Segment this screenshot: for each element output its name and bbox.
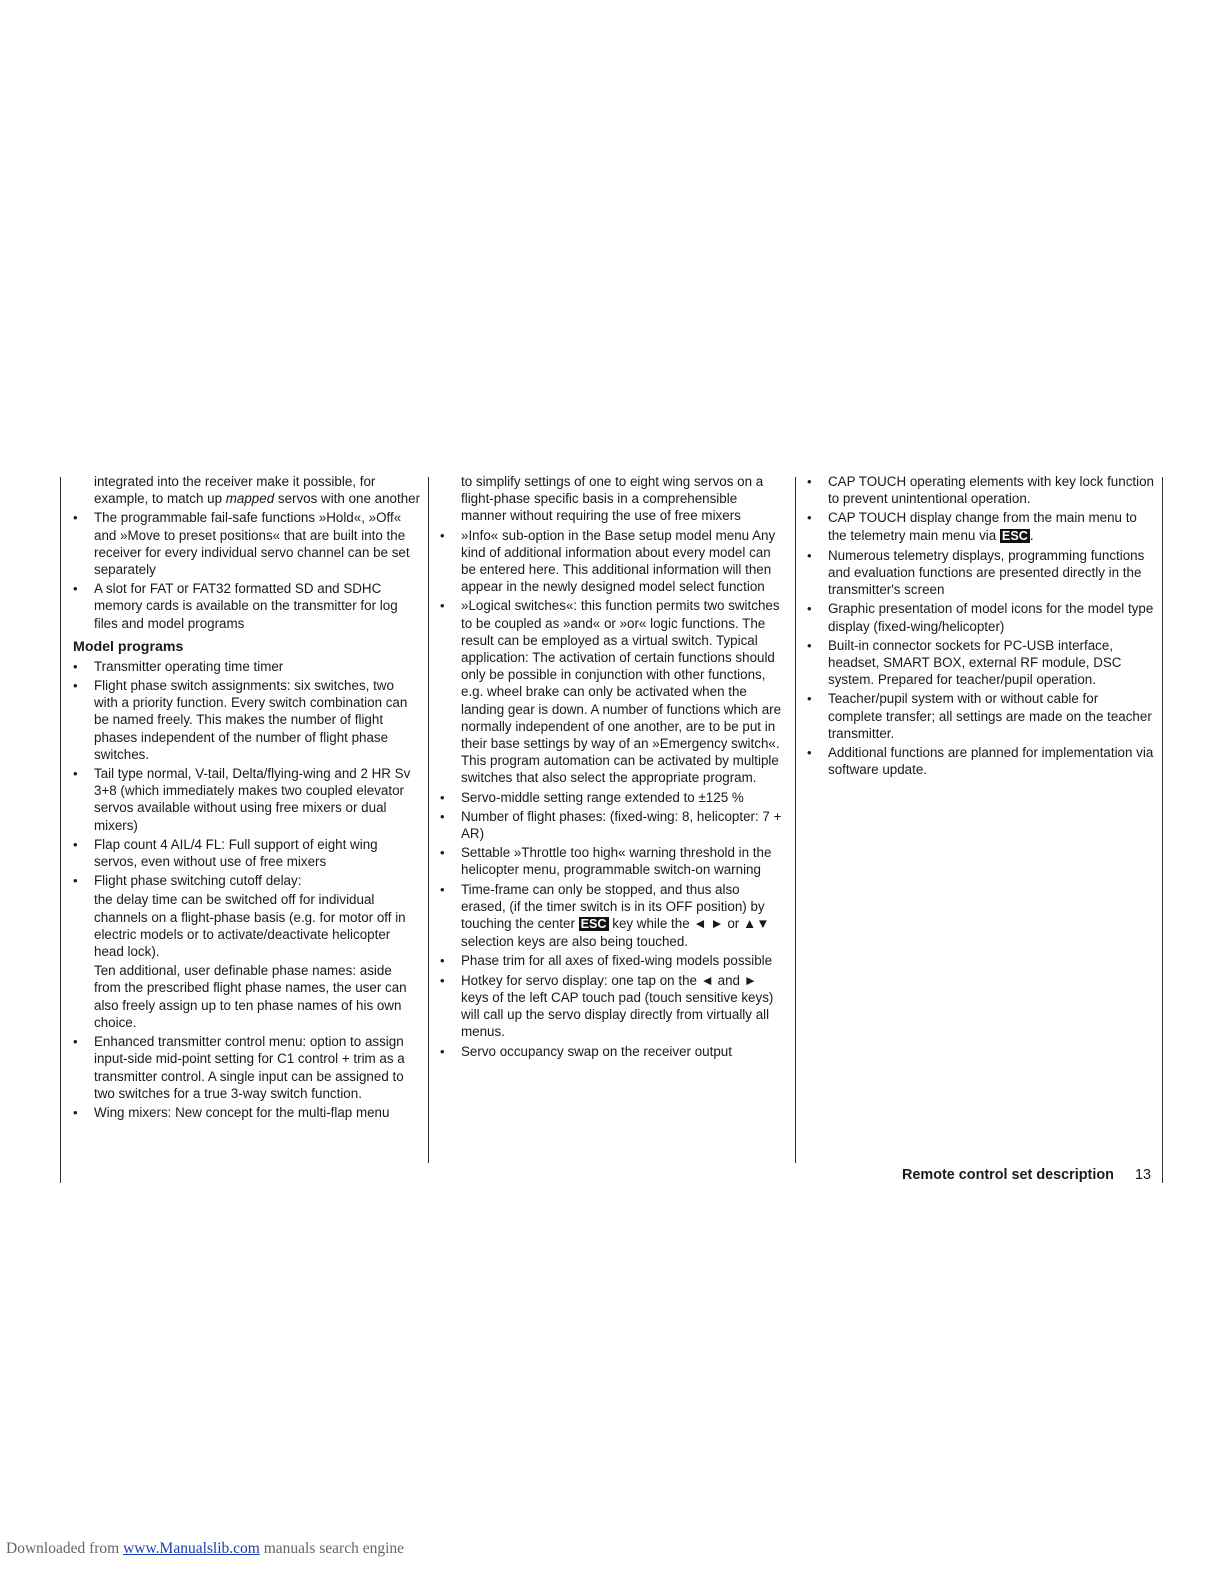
list-item: • »Logical switches«: this function permits two switches to be coupled as »and« or »or« logic functions. The result can be employed as a virtual switch. Typical application: The activation of certain functions should only be possible in conjunction with other functions, e.g. wheel brake can only be activated when the landing gear is down. A number of functions which are normally independent of one another, are to be put in their base settings by way of an »Emergency switch«. This program automation can be activated by multiple switches that also select the appropriate program. <box>440 597 786 786</box>
esc-key-label: ESC <box>1001 528 1028 543</box>
list-item-continuation: integrated into the receiver make it possible, for example, to match up mapped servos with one another <box>94 474 421 507</box>
manualslib-link[interactable]: www.Manualslib.com <box>123 1540 260 1557</box>
list-item: • A slot for FAT or FAT32 formatted SD and SDHC memory cards is available on the transmitter for log files and model programs <box>73 580 421 632</box>
list-item: • The programmable fail-safe functions »Hold«, »Off« and »Move to preset positions« that are built into the receiver for every individual servo channel can be set separately <box>73 509 421 578</box>
download-suffix: manuals search engine <box>263 1540 405 1557</box>
cutoff-label: • Flight phase switching cutoff delay: <box>94 873 302 889</box>
download-prefix: Downloaded from <box>6 1540 120 1557</box>
list-item: • Teacher/pupil system with or without cable for complete transfer; all settings are made on the teacher transmitter. <box>807 690 1155 742</box>
list-item: • Servo-middle setting range extended to ±125 % <box>440 789 786 806</box>
column-divider-2 <box>795 477 796 1163</box>
list-item: • »Info« sub-option in the Base setup model menu Any kind of additional information about every model can be entered here. This additional information will then appear in the newly designed model select function <box>440 527 786 596</box>
list-item-cutoff-delay <box>73 872 421 1031</box>
list-item: • Enhanced transmitter control menu: option to assign input-side mid-point setting for C1 control + trim as a transmitter control. A single input can be assigned to two switches for a true 3-way switch function. <box>73 1033 421 1102</box>
list-item: • Tail type normal, V-tail, Delta/flying-wing and 2 HR Sv 3+8 (which immediately makes two coupled elevator servos available without using free mixers or dual mixers) <box>73 765 421 834</box>
list-item: • Additional functions are planned for implementation via software update. <box>807 744 1155 778</box>
list-item: • Graphic presentation of model icons for the model type display (fixed-wing/helicopter) <box>807 600 1155 634</box>
section-heading: Model programs <box>73 638 184 655</box>
list-item: • CAP TOUCH operating elements with key lock function to prevent unintentional operation. <box>807 473 1155 507</box>
cutoff-paragraph-2: Ten additional, user definable phase names: aside from the prescribed flight phase names, the user can also freely assign up to ten phase names of his own choice. <box>94 963 407 1030</box>
list-item: • Servo occupancy swap on the receiver output <box>440 1043 786 1060</box>
column-3 <box>807 473 1155 780</box>
list-item: • Built-in connector sockets for PC-USB interface, headset, SMART BOX, external RF module, DSC system. Prepared for teacher/pupil operation. <box>807 637 1155 689</box>
list-item: • Hotkey for servo display: one tap on the ◄ and ► keys of the left CAP touch pad (touch sensitive keys) will call up the servo display directly from virtually all menus. <box>440 972 786 1041</box>
list-item: • Wing mixers: New concept for the multi-flap menu <box>73 1104 421 1121</box>
column-2 <box>440 473 786 1062</box>
list-item: • Flap count 4 AIL/4 FL: Full support of eight wing servos, even without use of free mixers <box>73 836 421 870</box>
list-item: • Settable »Throttle too high« warning threshold in the helicopter menu, programmable switch-on warning <box>440 844 786 878</box>
esc-key-label: ESC <box>580 917 607 932</box>
list-item-captouch: • CAP TOUCH display change from the main menu to the telemetry main menu via ESC . <box>807 509 1155 544</box>
list-item: • Number of flight phases: (fixed-wing: 8, helicopter: 7 + AR) <box>440 808 786 842</box>
left-border-line <box>60 477 61 1183</box>
list-item: • Phase trim for all axes of fixed-wing models possible <box>440 952 786 969</box>
column-1 <box>73 473 421 1123</box>
page-number: 13 <box>1135 1167 1152 1183</box>
list-item-timeframe: • Time-frame can only be stopped, and thus also erased, (if the timer switch is in its OFF position) by touching the center ESC key while the ◄ ► or ▲▼ selection keys are also being touched. <box>440 881 786 951</box>
list-item: • Numerous telemetry displays, programming functions and evaluation functions are presented directly in the transmitter's screen <box>807 547 1155 599</box>
list-item-continuation: to simplify settings of one to eight wing servos on a flight-phase specific basis in a comprehensible manner without requiring the use of free mixers <box>461 474 764 524</box>
footer-section-title: Remote control set description <box>902 1167 1114 1183</box>
list-item: • Transmitter operating time timer <box>73 658 421 675</box>
download-notice <box>6 1540 404 1558</box>
list-item: • Flight phase switch assignments: six switches, two with a priority function. Every switch combination can be named freely. This makes the number of flight phases independent of the number of flight phase switches. <box>73 677 421 763</box>
right-border-line <box>1162 477 1163 1183</box>
cutoff-paragraph-1: the delay time can be switched off for individual channels on a flight-phase basis (e.g. for motor off in electric models or to activate/deactivate helicopter head lock). <box>94 892 406 960</box>
column-divider-1 <box>428 477 429 1163</box>
